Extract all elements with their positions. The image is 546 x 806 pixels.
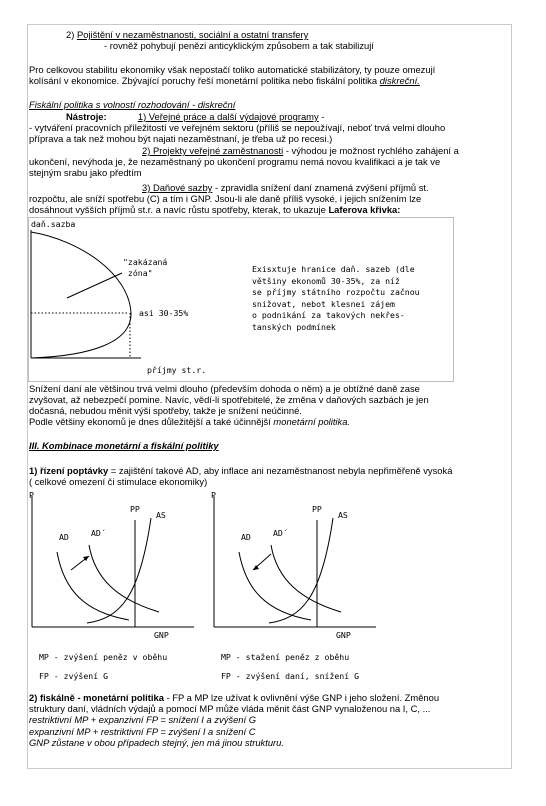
note-line: tanských podmínek: [252, 321, 336, 332]
ad2-label: AD´: [91, 528, 106, 538]
demand-line-2: ( celkové omezení či stimulace ekonomiky): [29, 476, 208, 487]
section-2-heading: [66, 29, 308, 40]
tools-line: [66, 111, 324, 122]
tool-1-line-1: - vytváření pracovních příležitostí ve veřejném sektoru (příliš se nepoužívají, neboť trvá velmi dlouho: [29, 122, 446, 133]
tool-2-line: [142, 145, 459, 156]
paragraph-2-line-2: zvyšovat, až nebezpečí pomine. Navíc, vědí-li spotřebitelé, že změna v daňových sazbách je jen: [29, 394, 429, 405]
ad-label: AD: [59, 532, 69, 542]
p2-text: Podle většiny ekonomů je dnes důležitější a také účinnější: [29, 416, 274, 427]
graph-left: [29, 490, 209, 685]
laffer-figure: [28, 217, 454, 382]
ad2-label: AD´: [273, 528, 288, 538]
section-number: 2): [66, 29, 75, 40]
graph-left-svg: [29, 490, 209, 650]
mix-line-2: struktury daní, vládních výdajů a pomocí MP může vláda měnit část GNP vynaloženou na I, C, ...: [29, 703, 431, 714]
section-3-heading: III. Kombinace monetární a fiskální politiky: [29, 440, 219, 451]
p1-text: kolísání v ekonomice. Zbývající poruchy řeší monetární politika nebo fiskální politika: [29, 75, 380, 86]
document-page: [27, 24, 512, 769]
ad2-curve: [89, 545, 159, 612]
demand-line-1: [29, 465, 452, 476]
paragraph-2-line-3: dočasná, nebudou měnit výši spotřeby, takže je snížení neúčinné.: [29, 405, 302, 416]
caption-mp: MP - stažení peněz z oběhu: [221, 652, 350, 662]
laffer-x-label: příjmy st.r.: [147, 365, 207, 375]
paragraph-2-line-1: Snížení daní ale většinou trvá velmi dlouho (především dohoda o něm) a je obtížné daně zase: [29, 383, 420, 394]
tool-2-title: 2) Projekty veřejné zaměstnanosti: [142, 145, 284, 156]
tool-3-line-1: rozpočtu, ale sníží spotřebu (C) a tím i GNP. Jsou-li ale daně příliš vysoké, i jejich snížením lze: [29, 193, 422, 204]
p1-discretion: diskreční.: [379, 75, 420, 86]
tool-3-title: 3) Daňové sazby: [142, 182, 213, 193]
laffer-y-label: daň.sazba: [31, 219, 76, 229]
caption-mp: MP - zvýšení peněz v oběhu: [39, 652, 168, 662]
note-line: snižovat, nebot klesnei zájem: [252, 298, 395, 309]
zone-label-1: "zakázaná: [123, 257, 168, 267]
paragraph-1-line-2: [29, 75, 420, 86]
gnp-label: GNP: [336, 630, 351, 640]
axis-p-label: P: [211, 490, 216, 500]
graph-right: [211, 490, 401, 685]
tool-2-line-1: ukončení, nevýhoda je, že nezaměstnaný po ukončení programu nemá novou kvalifikaci a je tak ve: [29, 156, 441, 167]
tool-1-title: 1) Veřejné práce a další výdajové programy: [137, 111, 319, 122]
note-line: Exisxtuje hranice daň. sazeb (dle: [252, 264, 415, 274]
laffer-curve: [31, 232, 131, 358]
mix-line-4: expanzivní MP + restriktivní FP = zvýšení I a snížení C: [29, 726, 256, 737]
t3-text: dosáhnout vyšších příjmů st.r. a navíc růstu spotřeby, kterak, to ukazuje: [29, 204, 329, 215]
caption-fp: FP - zvýšení G: [39, 671, 109, 681]
mix-line-1: [29, 692, 439, 703]
zone-pointer-line: [67, 273, 122, 298]
tool-1-tail: -: [318, 111, 325, 122]
mix-tail: - FP a MP lze užívat k ovlivnění výše GNP i jeho složení. Změnou: [163, 692, 440, 703]
section-title: Pojištění v nezaměstnanosti, sociální a ostatní transfery: [76, 29, 309, 40]
demand-tail: = zajištění takové AD, aby inflace ani nezaměstnanost nebyla nepřiměřeně vysoká: [108, 465, 453, 476]
zone-label-2: zóna": [123, 268, 153, 278]
as-label: AS: [338, 510, 348, 520]
p2-monetary: monetární politika.: [273, 416, 351, 427]
tool-1-line-2: příprava a tak než mohou být najati nezaměstnaní, je třeba už po recesi.): [29, 133, 333, 144]
pp-label: PP: [312, 504, 322, 514]
pp-label: PP: [130, 504, 140, 514]
tool-2-tail: - výhodou je možnost rychlého zahájení a: [283, 145, 459, 156]
tool-2-line-2: stejným srabu jako předtím: [29, 167, 142, 178]
tools-label: Nástroje:: [66, 111, 107, 122]
as-label: AS: [156, 510, 166, 520]
note-line: se příjmy státního rozpočtu začnou: [252, 287, 420, 297]
gnp-label: GNP: [154, 630, 169, 640]
tool-3-line: [142, 182, 429, 193]
laffer-note: [252, 264, 420, 333]
mix-label: 2) fiskálně - monetární politika: [29, 692, 164, 703]
demand-label: 1) řízení poptávky: [29, 465, 109, 476]
laffer-tick-label: asi 30-35%: [139, 308, 189, 318]
paragraph-2-line-4: [29, 416, 350, 427]
tool-3-line-2: [29, 204, 400, 215]
fiscal-heading: Fiskální politika s volností rozhodování - diskreční: [29, 99, 236, 110]
note-line: většiny ekonomů 30-35%, za níž: [252, 275, 400, 286]
ad-label: AD: [241, 532, 251, 542]
mix-line-5: GNP zůstane v obou případech stejný, jen má jinou strukturu.: [29, 737, 284, 748]
axis-p-label: P: [29, 490, 34, 500]
laffer-label: Laferova křivka:: [328, 204, 401, 215]
section-2-sub: - rovněž pohybují penězi anticyklickým způsobem a tak stabilizují: [104, 40, 374, 51]
note-line: o podnikání za takových nekřes-: [252, 310, 405, 320]
ad2-curve: [271, 545, 341, 612]
graph-right-svg: [211, 490, 391, 650]
tool-3-tail: - zpravidla snížení daní znamená zvýšení příjmů st.: [212, 182, 429, 193]
caption-fp: FP - zvýšení daní, snížení G: [221, 671, 360, 681]
mix-line-3: restriktivní MP + expanzivní FP = snížení I a zvýšení G: [29, 714, 256, 725]
paragraph-1-line-1: Pro celkovou stabilitu ekonomiky však nepostačí toliko automatické stabilizátory, ty pouze omezují: [29, 64, 436, 75]
